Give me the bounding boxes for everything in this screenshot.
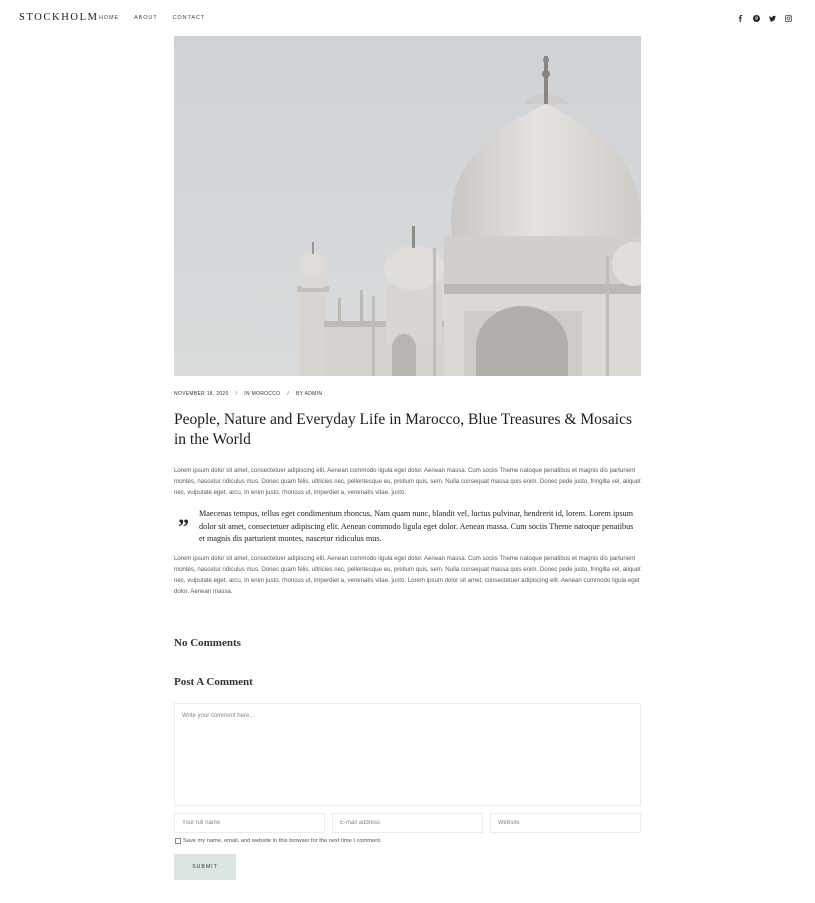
instagram-icon[interactable] bbox=[783, 14, 793, 23]
site-logo[interactable]: STOCKHOLM bbox=[19, 12, 99, 23]
submit-button[interactable]: SUBMIT bbox=[174, 854, 236, 880]
site-header bbox=[0, 0, 815, 36]
comment-textarea[interactable] bbox=[174, 703, 641, 806]
twitter-icon[interactable] bbox=[767, 14, 777, 23]
pinterest-icon[interactable] bbox=[751, 14, 761, 23]
post-comment-heading: Post A Comment bbox=[174, 676, 253, 688]
main-nav bbox=[99, 15, 220, 21]
post-category[interactable]: IN MOROCCO bbox=[244, 391, 281, 397]
post-title: People, Nature and Everyday Life in Marocco, Blue Treasures & Mosaics in the World bbox=[174, 411, 632, 448]
email-input[interactable] bbox=[332, 813, 483, 833]
post-author[interactable]: BY ADMIN bbox=[296, 391, 323, 397]
post-meta bbox=[174, 391, 322, 397]
name-input[interactable] bbox=[174, 813, 325, 833]
quote-text: Maecenas tempus, tellus eget condimentum rhoncus, Nam quam nunc, blandit vel, luctus pulvinar, hendrerit id, lorem. Lorem ipsum dolor sit amet, consectetuer adipiscing elit. Aenean commodo ligula eget dolor. Aenean massa. Cum sociis Theme natoque penatibus et magnis dis parturient montes, nascetur ridiculus mus. bbox=[199, 509, 634, 543]
comments-count-heading: No Comments bbox=[174, 637, 241, 649]
consent-label: Save my name, email, and website in this browser for the next time I comment. bbox=[183, 838, 382, 844]
website-input[interactable] bbox=[490, 813, 641, 833]
post-paragraph: Lorem ipsum dolor sit amet, consectetuer adipiscing elit. Aenean commodo ligula eget dolor. Aenean massa. Cum sociis Theme natoque penatibus et magnis dis parturient montes, nascetur ridiculus mus. Donec quam felis, ultricies nec, pellentesque eu, pretium quis, sem. Nulla consequat massa quis enim. Donec pede justo, fringilla vel, aliquet nec, vulputate eget, arcu. In enim justo, rhoncus ut, imperdiet a, venenatis vitae, justo. Lorem ipsum dolor sit amet, consectetuer adipiscing elit. Aenean commodo ligula eget dolor. Aenean massa. bbox=[174, 555, 641, 595]
facebook-icon[interactable] bbox=[735, 14, 745, 23]
meta-separator: / bbox=[235, 391, 238, 397]
hero-image bbox=[174, 36, 641, 376]
nav-item-about[interactable]: ABOUT bbox=[134, 15, 158, 21]
quote-icon: ” bbox=[178, 514, 189, 539]
post-date[interactable]: NOVEMBER 18, 2020 bbox=[174, 391, 229, 397]
social-links bbox=[729, 14, 793, 23]
post-paragraph: Lorem ipsum dolor sit amet, consectetuer adipiscing elit. Aenean commodo ligula eget dolor. Aenean massa. Cum sociis Theme natoque penatibus et magnis dis parturient montes, nascetur ridiculus mus. Donec quam felis, ultricies nec, pellentesque eu, pretium quis, sem. Nulla consequat massa quis enim. Donec pede justo, fringilla vel, aliquet nec, vulputate eget, arcu. In enim justo, rhoncus ut, imperdiet a, venenatis vitae, justo. bbox=[174, 467, 641, 496]
meta-separator: / bbox=[287, 391, 290, 397]
consent-checkbox[interactable] bbox=[175, 838, 181, 844]
consent-row bbox=[175, 838, 382, 844]
nav-item-contact[interactable]: CONTACT bbox=[172, 15, 206, 21]
nav-item-home[interactable]: HOME bbox=[99, 15, 120, 21]
